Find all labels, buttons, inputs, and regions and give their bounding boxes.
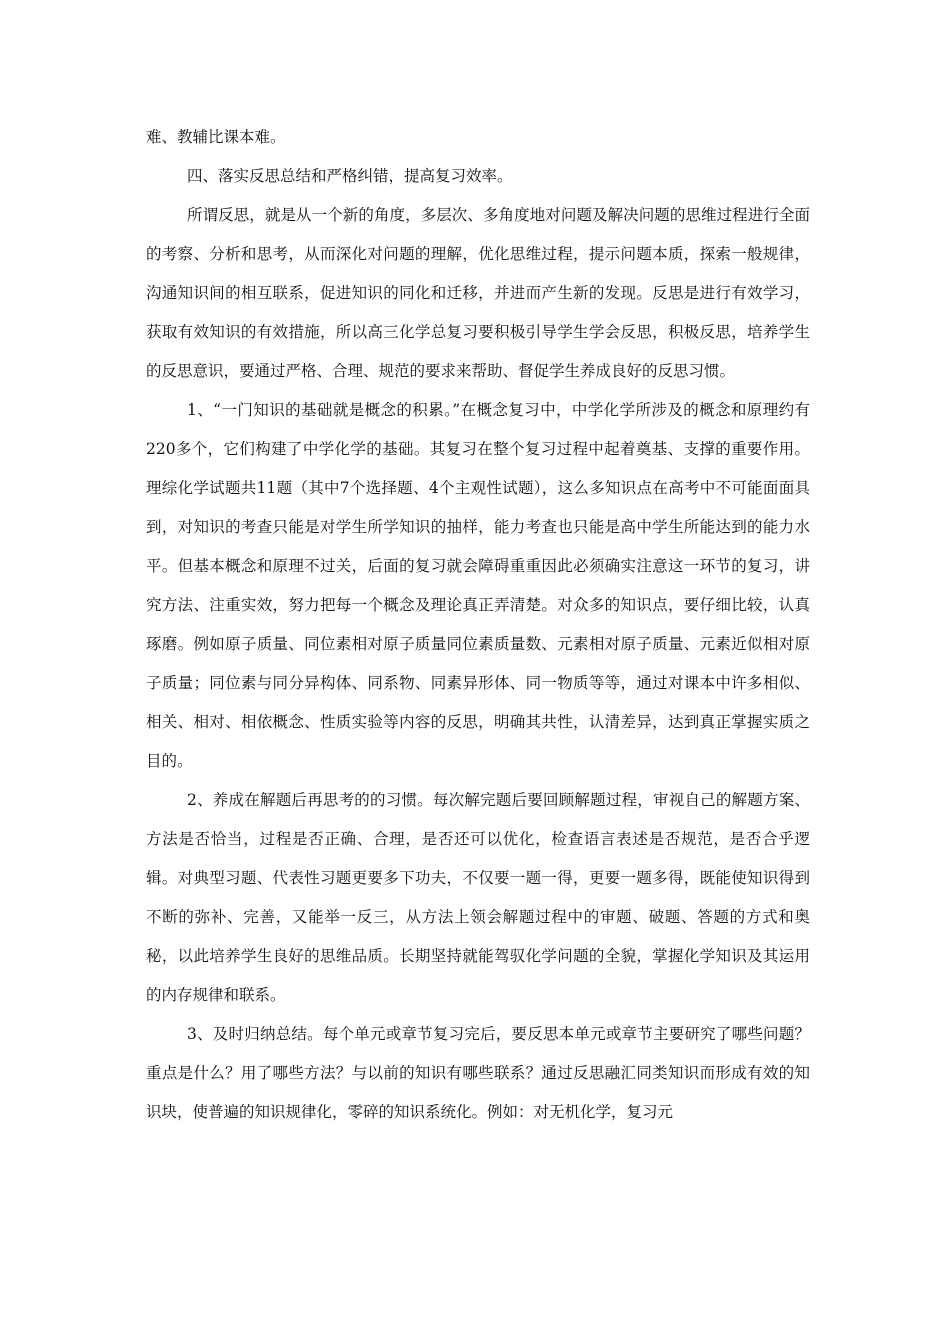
paragraph-point-1: 1、“一门知识的基础就是概念的积累。”在概念复习中，中学化学所涉及的概念和原理约有220多个，它们构建了中学化学的基础。其复习在整个复习过程中起着奠基、支撑的重要作用。理综化学试题共11题（其中7个选择题、4个主观性试题），这么多知识点在高考中不可能面面具到，对知识的考查只能是对学生所学知识的抽样，能力考查也只能是高中学生所能达到的能力水平。但基本概念和原理不过关，后面的复习就会障碍重重因此必须确实注意这一环节的复习，讲究方法、注重实效，努力把每一个概念及理论真正弄清楚。对众多的知识点，要仔细比较，认真琢磨。例如原子质量、同位素相对原子质量同位素质量数、元素相对原子质量、元素近似相对原子质量；同位素与同分异构体、同系物、同素异形体、同一物质等等，通过对课本中许多相似、相关、相对、相依概念、性质实验等内容的反思，明确其共性，认清差异，达到真正掌握实质之目的。 xyxy=(146,401,810,770)
document-body xyxy=(146,118,810,1132)
paragraph-reflection-definition: 所谓反思，就是从一个新的角度，多层次、多角度地对问题及解决问题的思维过程进行全面的考察、分析和思考，从而深化对问题的理解，优化思维过程，提示问题本质，探索一般规律，沟通知识间的相互联系，促进知识的同化和迁移，并进而产生新的发现。反思是进行有效学习，获取有效知识的有效措施，所以高三化学总复习要积极引导学生学会反思，积极反思，培养学生的反思意识，要通过严格、合理、规范的要求来帮助、督促学生养成良好的反思习惯。 xyxy=(146,206,810,380)
section-heading-4: 四、落实反思总结和严格纠错，提高复习效率。 xyxy=(187,167,513,185)
paragraph-point-2: 2、养成在解题后再思考的的习惯。每次解完题后要回顾解题过程，审视自己的解题方案、方法是否恰当，过程是否正确、合理，是否还可以优化，检查语言表述是否规范，是否合乎逻辑。对典型习题、代表性习题更要多下功夫，不仅要一题一得，更要一题多得，既能使知识得到不断的弥补、完善，又能举一反三，从方法上领会解题过程中的审题、破题、答题的方式和奥秘，以此培养学生良好的思维品质。长期坚持就能驾驭化学问题的全貌，掌握化学知识及其运用的内存规律和联系。 xyxy=(146,791,810,1004)
paragraph-point-3: 3、及时归纳总结。每个单元或章节复习完后，要反思本单元或章节主要研究了哪些问题？重点是什么？用了哪些方法？与以前的知识有哪些联系？通过反思融汇同类知识而形成有效的知识块，使普遍的知识规律化，零碎的知识系统化。例如：对无机化学，复习元 xyxy=(146,1025,810,1121)
paragraph-continuation: 难、教辅比课本难。 xyxy=(146,128,286,146)
